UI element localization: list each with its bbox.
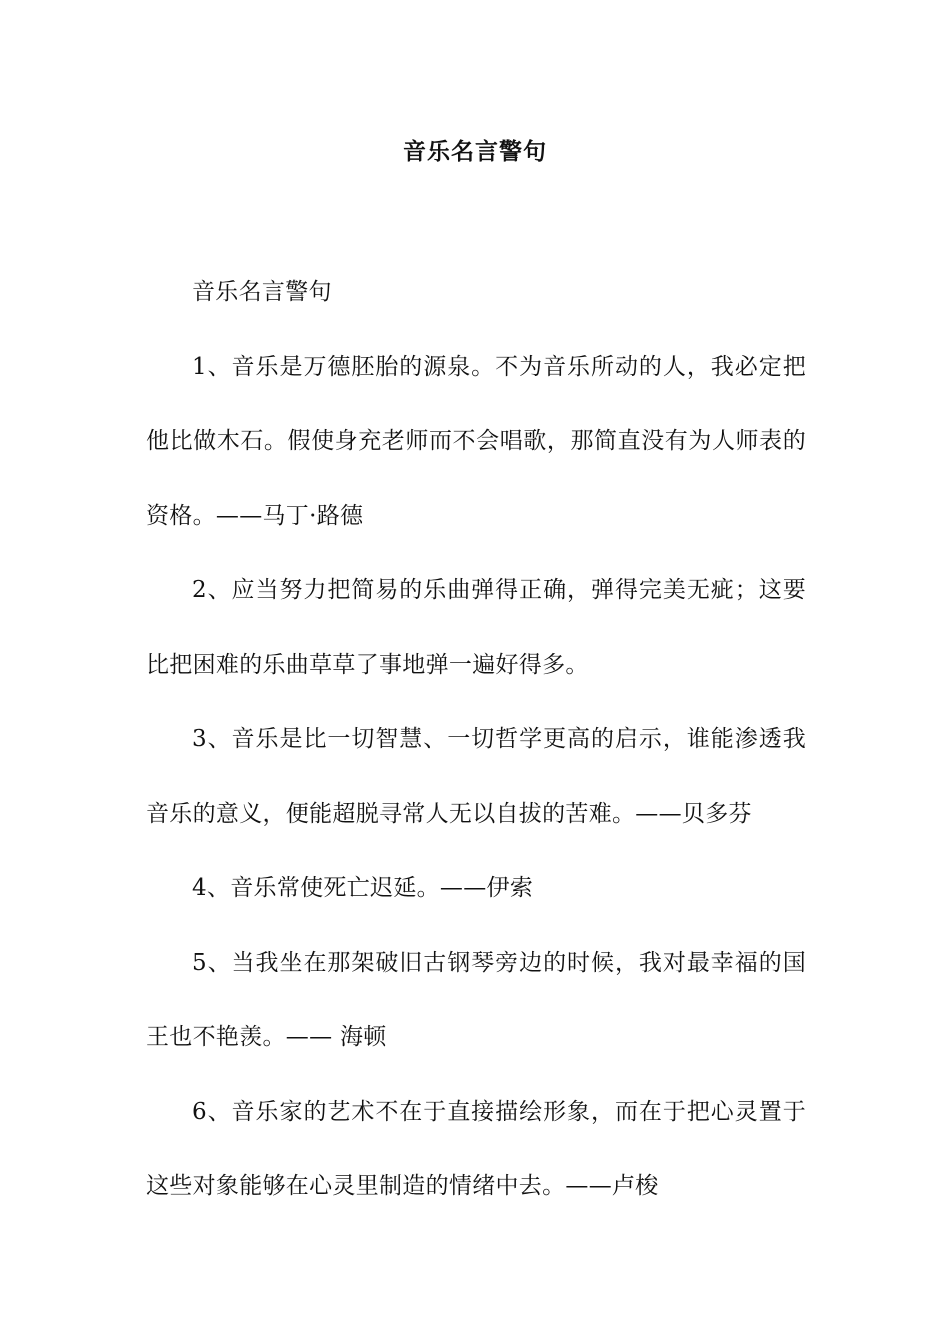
quote-paragraph-3: 3、音乐是比一切智慧、一切哲学更高的启示，谁能渗透我音乐的意义，便能超脱寻常人无以自拔的苦难。——贝多芬 — [146, 726, 806, 827]
document-title: 音乐名言警句 — [403, 138, 547, 165]
quote-paragraph-6: 6、音乐家的艺术不在于直接描绘形象，而在于把心灵置于这些对象能够在心灵里制造的情绪中去。——卢梭 — [146, 1098, 806, 1199]
quote-paragraph-4: 4、音乐常使死亡迟延。——伊索 — [192, 875, 534, 901]
quote-paragraph-1: 1、音乐是万德胚胎的源泉。不为音乐所动的人，我必定把他比做木石。假使身充老师而不会唱歌，那简直没有为人师表的资格。——马丁·路德 — [146, 353, 806, 529]
section-heading: 音乐名言警句 — [192, 279, 332, 305]
document-body — [146, 255, 806, 1224]
quote-paragraph-2: 2、应当努力把简易的乐曲弹得正确，弹得完美无疵；这要比把困难的乐曲草草了事地弹一遍好得多。 — [146, 577, 806, 678]
quote-paragraph-5: 5、当我坐在那架破旧古钢琴旁边的时候，我对最幸福的国王也不艳羡。—— 海顿 — [146, 949, 806, 1050]
